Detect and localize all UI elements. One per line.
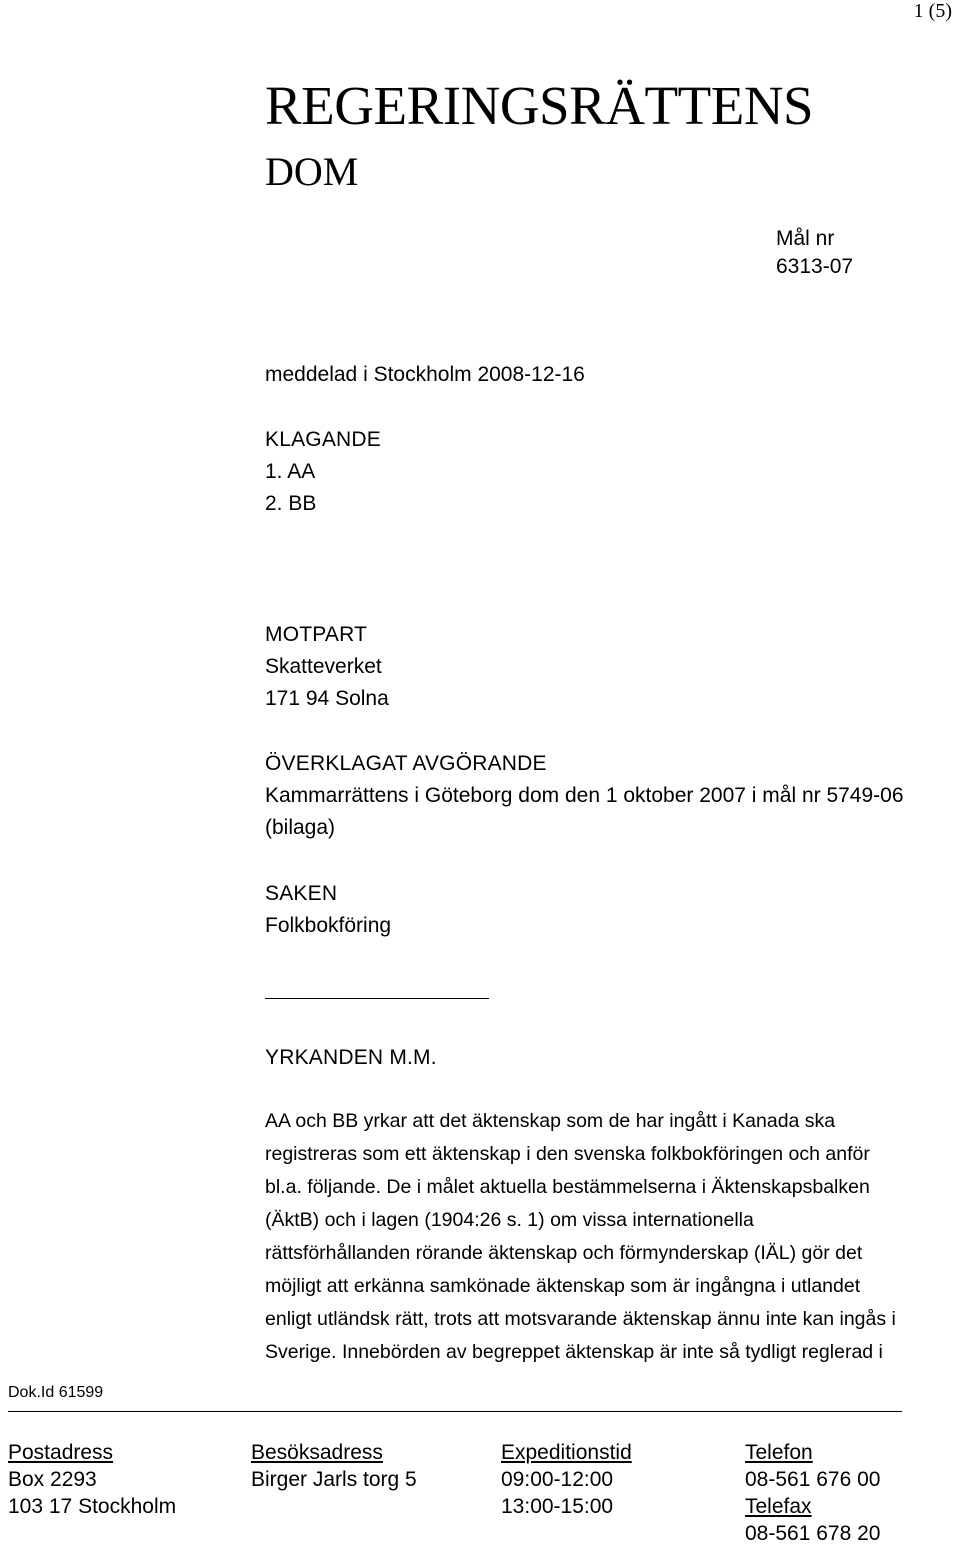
footer-telefon-value: 08-561 676 00 (745, 1468, 881, 1491)
body-line: Sverige. Innebörden av begreppet äktenskap är inte så tydligt reglerad i (265, 1341, 883, 1363)
decision-date: meddelad i Stockholm 2008-12-16 (265, 363, 585, 386)
body-line: registreras som ett äktenskap i den svenska folkbokföringen och anför (265, 1143, 870, 1165)
motpart-line-1: Skatteverket (265, 655, 382, 678)
footer-besoksadress-line-1: Birger Jarls torg 5 (251, 1468, 417, 1491)
document-type: DOM (265, 149, 359, 194)
footer-besoksadress-label: Besöksadress (251, 1441, 383, 1464)
overklagat-line-2: (bilaga) (265, 816, 336, 839)
body-line: enligt utländsk rätt, trots att motsvarande äktenskap ännu inte kan ingås i (265, 1308, 896, 1330)
saken-text: Folkbokföring (265, 914, 392, 937)
case-number: 6313-07 (776, 255, 854, 278)
body-line: bl.a. följande. De i målet aktuella bestämmelserna i Äktenskapsbalken (265, 1176, 870, 1198)
body-line: (ÄktB) och i lagen (1904:26 s. 1) om vissa internationella (265, 1209, 754, 1231)
saken-heading: SAKEN (265, 882, 338, 905)
page-number: 1 (5) (913, 0, 952, 22)
overklagat-line-1: Kammarrättens i Göteborg dom den 1 oktober 2007 i mål nr 5749-06 (265, 784, 904, 807)
body-line: möjligt att erkänna samkönade äktenskap som är ingångna i utlandet (265, 1275, 861, 1297)
motpart-line-2: 171 94 Solna (265, 687, 389, 710)
klagande-item-2: 2. BB (265, 492, 317, 515)
footer-telefax-value: 08-561 678 20 (745, 1522, 881, 1545)
yrkanden-heading: YRKANDEN M.M. (265, 1046, 437, 1069)
motpart-heading: MOTPART (265, 623, 368, 646)
klagande-heading: KLAGANDE (265, 428, 381, 451)
footer-telefax-label: Telefax (745, 1495, 812, 1518)
footer-divider (8, 1411, 902, 1412)
document-id: Dok.Id 61599 (8, 1384, 104, 1401)
case-number-label: Mål nr (776, 227, 835, 250)
footer-expeditionstid-line-2: 13:00-15:00 (501, 1495, 614, 1518)
body-line: AA och BB yrkar att det äktenskap som de har ingått i Kanada ska (265, 1110, 836, 1132)
footer-expeditionstid-label: Expeditionstid (501, 1441, 632, 1464)
footer-postadress-line-1: Box 2293 (8, 1468, 97, 1491)
footer-telefon-label: Telefon (745, 1441, 813, 1464)
overklagat-heading: ÖVERKLAGAT AVGÖRANDE (265, 752, 547, 775)
court-title: REGERINGSRÄTTENS (265, 75, 814, 136)
footer-postadress-line-2: 103 17 Stockholm (8, 1495, 177, 1518)
footer-postadress-label: Postadress (8, 1441, 114, 1464)
yrkanden-body (265, 1105, 955, 1369)
klagande-item-1: 1. AA (265, 460, 316, 483)
section-divider (265, 998, 489, 999)
body-line: rättsförhållanden rörande äktenskap och förmynderskap (IÄL) gör det (265, 1242, 863, 1264)
footer-expeditionstid-line-1: 09:00-12:00 (501, 1468, 614, 1491)
